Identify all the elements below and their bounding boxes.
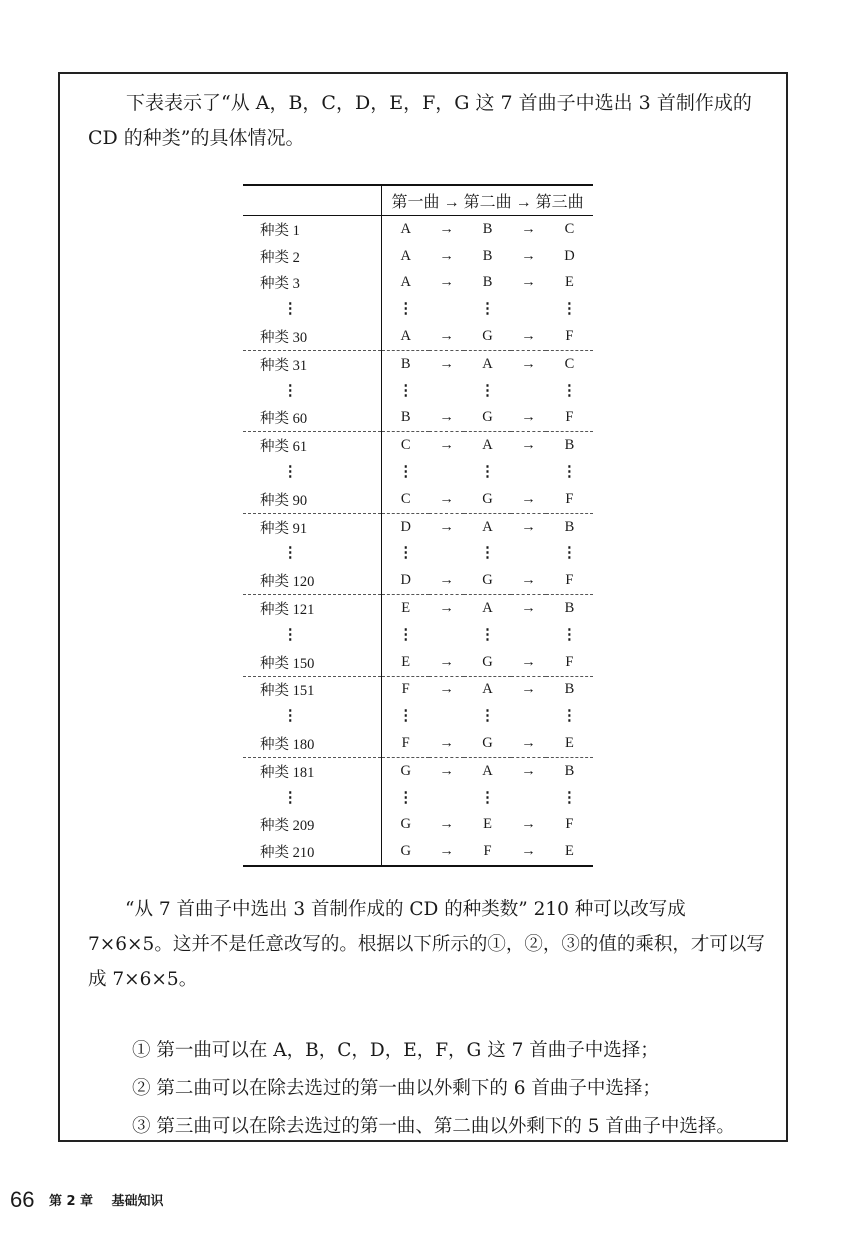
second-song-cell: G bbox=[482, 572, 493, 589]
third-song-cell: ⋮ bbox=[562, 789, 577, 806]
first-song-cell: C bbox=[400, 490, 411, 507]
first-song-cell: A bbox=[400, 220, 411, 237]
row-label: ⋮ bbox=[243, 703, 382, 730]
arrow-cell: → bbox=[521, 274, 536, 291]
arrow-cell: → bbox=[511, 676, 546, 703]
arrow-cell: → bbox=[429, 676, 464, 703]
arrow-cell bbox=[511, 703, 546, 730]
row-label: ⋮ bbox=[243, 296, 382, 323]
second-song-cell: ⋮ bbox=[480, 708, 495, 725]
explanation-paragraph: “从 7 首曲子中选出 3 首制作成的 CD 的种类数” 210 种可以改写成 7×6×5。这并不是任意改写的。根据以下所示的①，②，③的值的乘积，才可以写成 7×6×5。 bbox=[88, 899, 765, 990]
second-song-cell: G bbox=[482, 328, 493, 345]
arrow-cell bbox=[511, 541, 546, 568]
table-row bbox=[243, 622, 593, 649]
third-song-cell: ⋮ bbox=[562, 382, 577, 399]
arrow-cell: → bbox=[439, 572, 454, 589]
arrow-cell: → bbox=[521, 735, 536, 752]
first-song-cell: E bbox=[401, 653, 411, 670]
arrow-cell: → bbox=[511, 838, 546, 866]
second-song-cell: G bbox=[482, 735, 493, 752]
second-song-cell: B bbox=[482, 274, 493, 291]
second-song-cell: F bbox=[464, 838, 511, 866]
third-song-cell: F bbox=[565, 409, 574, 426]
first-song-cell: A bbox=[400, 328, 411, 345]
third-song-cell: B bbox=[546, 676, 593, 703]
arrow-cell: → bbox=[439, 653, 454, 670]
header-arrow: → bbox=[443, 194, 460, 211]
third-song-cell: D bbox=[564, 247, 575, 264]
first-song-cell: ⋮ bbox=[398, 545, 413, 562]
row-label: 种类 120 bbox=[243, 567, 382, 594]
first-song-cell: ⋮ bbox=[398, 708, 413, 725]
third-song-cell: B bbox=[546, 432, 593, 459]
first-song-cell: G bbox=[382, 757, 430, 784]
first-song-cell: F bbox=[401, 735, 410, 752]
table-row bbox=[243, 296, 593, 323]
second-song-cell: B bbox=[482, 247, 493, 264]
arrow-cell bbox=[429, 703, 464, 730]
table-row bbox=[243, 649, 593, 676]
first-song-cell: ⋮ bbox=[398, 789, 413, 806]
first-song-cell: E bbox=[382, 595, 430, 622]
table-row bbox=[243, 350, 593, 377]
third-song-cell: E bbox=[546, 838, 593, 866]
arrow-cell bbox=[511, 785, 546, 812]
cd-combination-table bbox=[243, 184, 593, 867]
row-label: 种类 121 bbox=[243, 595, 382, 622]
arrow-cell: → bbox=[521, 490, 536, 507]
third-song-cell: C bbox=[564, 220, 575, 237]
arrow-cell bbox=[511, 459, 546, 486]
table-row bbox=[243, 486, 593, 513]
table-row bbox=[243, 459, 593, 486]
third-song-cell: F bbox=[565, 653, 574, 670]
row-label: 种类 31 bbox=[243, 350, 382, 377]
first-song-cell: ⋮ bbox=[398, 301, 413, 318]
third-song-cell: E bbox=[565, 735, 574, 752]
second-song-cell: G bbox=[482, 409, 493, 426]
table-body bbox=[243, 216, 593, 867]
intro-line-2: CD 的种类”的具体情况。 bbox=[88, 127, 305, 149]
first-song-cell: ⋮ bbox=[398, 382, 413, 399]
second-song-cell: ⋮ bbox=[480, 789, 495, 806]
arrow-cell: → bbox=[521, 409, 536, 426]
row-label: 种类 210 bbox=[243, 838, 382, 866]
table-row bbox=[243, 595, 593, 622]
page-footer bbox=[10, 1187, 164, 1213]
arrow-cell: → bbox=[429, 350, 464, 377]
third-song-cell: C bbox=[546, 350, 593, 377]
arrow-cell: → bbox=[439, 220, 454, 237]
first-song-cell: ⋮ bbox=[398, 626, 413, 643]
first-song-cell: B bbox=[400, 409, 411, 426]
arrow-cell: → bbox=[521, 653, 536, 670]
table-header-row bbox=[243, 185, 593, 216]
row-label: ⋮ bbox=[243, 785, 382, 812]
intro-text bbox=[88, 86, 768, 156]
third-song-cell: ⋮ bbox=[562, 545, 577, 562]
third-song-cell: F bbox=[565, 328, 574, 345]
table-row bbox=[243, 243, 593, 270]
arrow-cell: → bbox=[521, 247, 536, 264]
first-song-cell: D bbox=[400, 572, 411, 589]
header-songs bbox=[382, 185, 593, 216]
header-arrow: → bbox=[515, 194, 532, 211]
third-song-cell: B bbox=[546, 757, 593, 784]
table-row bbox=[243, 730, 593, 757]
arrow-cell: → bbox=[511, 432, 546, 459]
condition-item-3: ③ 第三曲可以在除去选过的第一曲、第二曲以外剩下的 5 首曲子中选择。 bbox=[132, 1116, 735, 1137]
arrow-cell: → bbox=[429, 432, 464, 459]
first-song-cell: A bbox=[400, 247, 411, 264]
second-song-cell: ⋮ bbox=[480, 626, 495, 643]
row-label: ⋮ bbox=[243, 622, 382, 649]
third-song-cell: ⋮ bbox=[562, 464, 577, 481]
second-song-cell: ⋮ bbox=[480, 382, 495, 399]
arrow-cell: → bbox=[439, 409, 454, 426]
arrow-cell: → bbox=[439, 247, 454, 264]
condition-item-1: ① 第一曲可以在 A，B，C，D，E，F，G 这 7 首曲子中选择； bbox=[132, 1040, 659, 1061]
second-song-cell: G bbox=[482, 490, 493, 507]
row-label: ⋮ bbox=[243, 459, 382, 486]
arrow-cell: → bbox=[429, 513, 464, 540]
condition-item-2: ② 第二曲可以在除去选过的第一曲以外剩下的 6 首曲子中选择； bbox=[132, 1078, 661, 1099]
row-label: 种类 91 bbox=[243, 513, 382, 540]
table-row bbox=[243, 838, 593, 866]
arrow-cell: → bbox=[429, 838, 464, 866]
arrow-cell: → bbox=[439, 274, 454, 291]
header-first-song: 第一曲 bbox=[391, 194, 440, 211]
first-song-cell: A bbox=[400, 274, 411, 291]
third-song-cell: F bbox=[565, 490, 574, 507]
table-row bbox=[243, 323, 593, 350]
arrow-cell: → bbox=[439, 735, 454, 752]
row-label: 种类 30 bbox=[243, 323, 382, 350]
first-song-cell: C bbox=[382, 432, 430, 459]
arrow-cell bbox=[511, 296, 546, 323]
arrow-cell: → bbox=[511, 757, 546, 784]
third-song-cell: B bbox=[546, 595, 593, 622]
arrow-cell bbox=[429, 459, 464, 486]
table-row bbox=[243, 216, 593, 243]
row-label: 种类 209 bbox=[243, 812, 382, 839]
table-row bbox=[243, 676, 593, 703]
second-song-cell: A bbox=[464, 757, 511, 784]
arrow-cell: → bbox=[439, 328, 454, 345]
header-empty-cell bbox=[243, 185, 382, 216]
first-song-cell: G bbox=[382, 838, 430, 866]
arrow-cell bbox=[429, 541, 464, 568]
table-row bbox=[243, 432, 593, 459]
table-row bbox=[243, 541, 593, 568]
arrow-cell bbox=[429, 785, 464, 812]
second-song-cell: ⋮ bbox=[480, 464, 495, 481]
first-song-cell: B bbox=[382, 350, 430, 377]
table-row bbox=[243, 785, 593, 812]
table-row bbox=[243, 378, 593, 405]
first-song-cell: G bbox=[400, 816, 411, 833]
second-song-cell: ⋮ bbox=[480, 545, 495, 562]
third-song-cell: ⋮ bbox=[562, 626, 577, 643]
second-song-cell: A bbox=[464, 350, 511, 377]
content-box bbox=[58, 72, 788, 1142]
row-label: 种类 60 bbox=[243, 405, 382, 432]
row-label: 种类 3 bbox=[243, 270, 382, 297]
arrow-cell: → bbox=[511, 350, 546, 377]
table-row bbox=[243, 405, 593, 432]
table-row bbox=[243, 703, 593, 730]
third-song-cell: E bbox=[565, 274, 574, 291]
arrow-cell: → bbox=[439, 816, 454, 833]
second-song-cell: B bbox=[482, 220, 493, 237]
second-song-cell: A bbox=[464, 595, 511, 622]
table-row bbox=[243, 513, 593, 540]
arrow-cell: → bbox=[521, 328, 536, 345]
third-song-cell: ⋮ bbox=[562, 301, 577, 318]
first-song-cell: D bbox=[382, 513, 430, 540]
row-label: 种类 61 bbox=[243, 432, 382, 459]
arrow-cell: → bbox=[511, 595, 546, 622]
second-song-cell: E bbox=[483, 816, 492, 833]
row-label: ⋮ bbox=[243, 378, 382, 405]
third-song-cell: F bbox=[565, 572, 574, 589]
first-song-cell: F bbox=[382, 676, 430, 703]
arrow-cell bbox=[429, 296, 464, 323]
third-song-cell: F bbox=[565, 816, 574, 833]
row-label: 种类 180 bbox=[243, 730, 382, 757]
row-label: 种类 181 bbox=[243, 757, 382, 784]
table-row bbox=[243, 270, 593, 297]
table-row bbox=[243, 567, 593, 594]
arrow-cell bbox=[511, 622, 546, 649]
header-third-song: 第三曲 bbox=[535, 194, 584, 211]
second-song-cell: A bbox=[464, 513, 511, 540]
row-label: 种类 90 bbox=[243, 486, 382, 513]
arrow-cell: → bbox=[521, 220, 536, 237]
arrow-cell: → bbox=[521, 816, 536, 833]
first-song-cell: ⋮ bbox=[398, 464, 413, 481]
table-row bbox=[243, 757, 593, 784]
row-label: 种类 1 bbox=[243, 216, 382, 243]
third-song-cell: ⋮ bbox=[562, 708, 577, 725]
page-number: 66 bbox=[10, 1187, 35, 1212]
row-label: 种类 151 bbox=[243, 676, 382, 703]
arrow-cell bbox=[511, 378, 546, 405]
table-row bbox=[243, 812, 593, 839]
second-song-cell: ⋮ bbox=[480, 301, 495, 318]
header-second-song: 第二曲 bbox=[463, 194, 512, 211]
second-song-cell: G bbox=[482, 653, 493, 670]
second-song-cell: A bbox=[464, 676, 511, 703]
arrow-cell: → bbox=[429, 757, 464, 784]
chapter-title: 基础知识 bbox=[111, 1194, 164, 1209]
chapter-label: 第 2 章 bbox=[48, 1194, 94, 1209]
second-song-cell: A bbox=[464, 432, 511, 459]
row-label: 种类 2 bbox=[243, 243, 382, 270]
arrow-cell: → bbox=[511, 513, 546, 540]
arrow-cell bbox=[429, 378, 464, 405]
third-song-cell: B bbox=[546, 513, 593, 540]
row-label: 种类 150 bbox=[243, 649, 382, 676]
arrow-cell bbox=[429, 622, 464, 649]
arrow-cell: → bbox=[429, 595, 464, 622]
intro-line-1: 下表表示了“从 A，B，C，D，E，F，G 这 7 首曲子中选出 3 首制作成的 bbox=[126, 92, 752, 114]
row-label: ⋮ bbox=[243, 541, 382, 568]
arrow-cell: → bbox=[521, 572, 536, 589]
arrow-cell: → bbox=[439, 490, 454, 507]
